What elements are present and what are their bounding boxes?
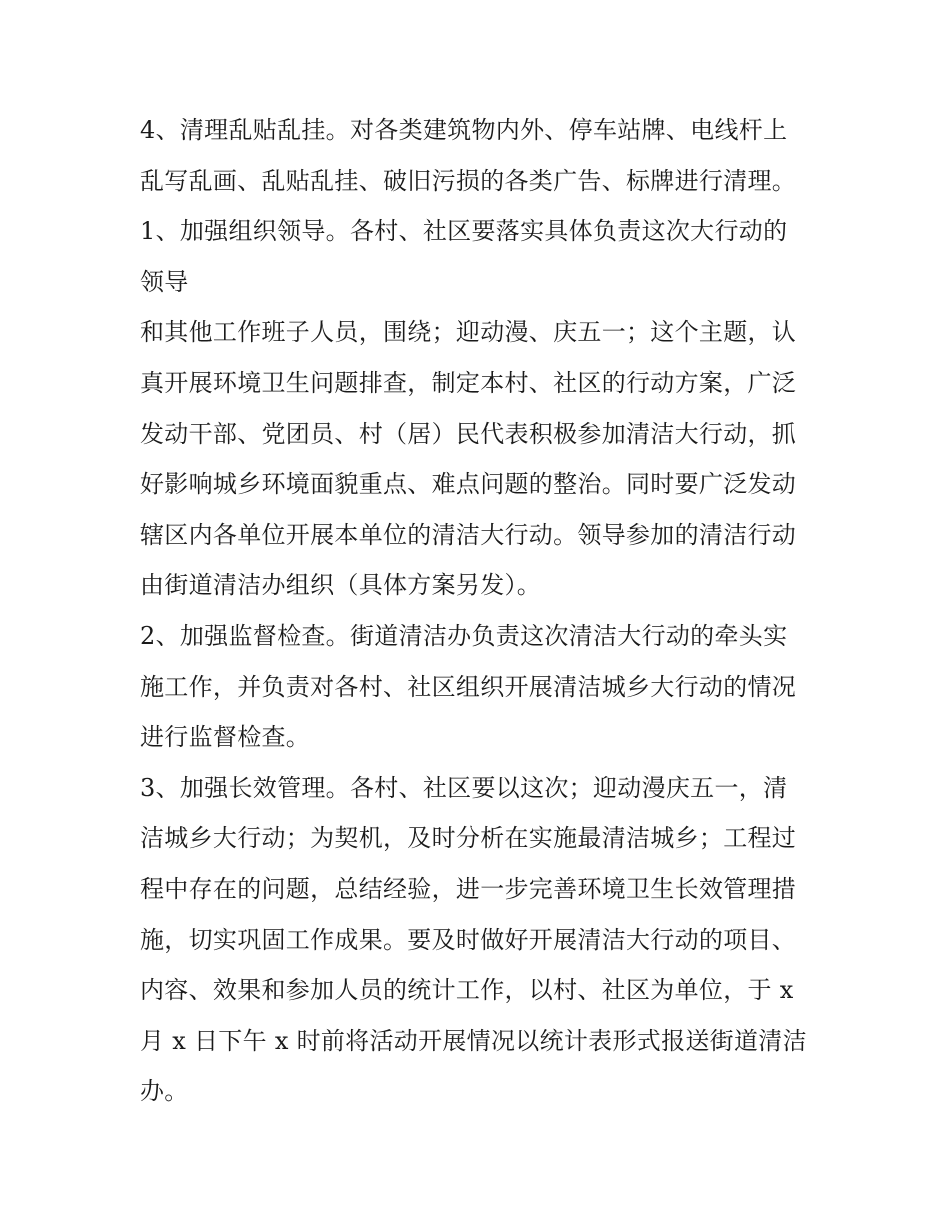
text-line: 内容、效果和参加人员的统计工作，以村、社区为单位，于 x [140, 976, 794, 1005]
text-line: 办。 [140, 1077, 189, 1106]
text-line: 3、加强长效管理。各村、社区要以这次；迎动漫庆五一，清 [140, 773, 788, 802]
text-line: 乱写乱画、乱贴乱挂、破旧污损的各类广告、标牌进行清理。 [140, 166, 797, 195]
text-line: 好影响城乡环境面貌重点、难点问题的整治。同时要广泛发动 [140, 470, 797, 499]
text-line: 4、清理乱贴乱挂。对各类建筑物内外、停车站牌、电线杆上 [140, 116, 788, 144]
text-line: 真开展环境卫生问题排查，制定本村、社区的行动方案，广泛 [140, 368, 797, 397]
document-body [140, 105, 820, 1117]
text-line: 和其他工作班子人员，围绕；迎动漫、庆五一；这个主题，认 [140, 318, 797, 347]
text-line: 2、加强监督检查。街道清洁办负责这次清洁大行动的牵头实 [140, 621, 788, 650]
text-line: 施，切实巩固工作成果。要及时做好开展清洁大行动的项目、 [140, 925, 797, 954]
text-line: 由街道清洁办组织（具体方案另发）。 [140, 571, 542, 600]
text-line: 月 x 日下午 x 时前将活动开展情况以统计表形式报送街道清洁 [140, 1026, 807, 1055]
text-line: 1、加强组织领导。各村、社区要落实具体负责这次大行动的 [140, 217, 788, 246]
text-line: 程中存在的问题，总结经验，进一步完善环境卫生长效管理措 [140, 874, 797, 903]
text-line: 施工作，并负责对各村、社区组织开展清洁城乡大行动的情况 [140, 672, 797, 701]
text-line: 辖区内各单位开展本单位的清洁大行动。领导参加的清洁行动 [140, 520, 797, 549]
text-line: 洁城乡大行动；为契机，及时分析在实施最清洁城乡；工程过 [140, 824, 797, 853]
text-line: 发动干部、党团员、村（居）民代表积极参加清洁大行动，抓 [140, 419, 797, 448]
text-line: 进行监督检查。 [140, 723, 311, 752]
text-line: 领导 [140, 267, 189, 296]
